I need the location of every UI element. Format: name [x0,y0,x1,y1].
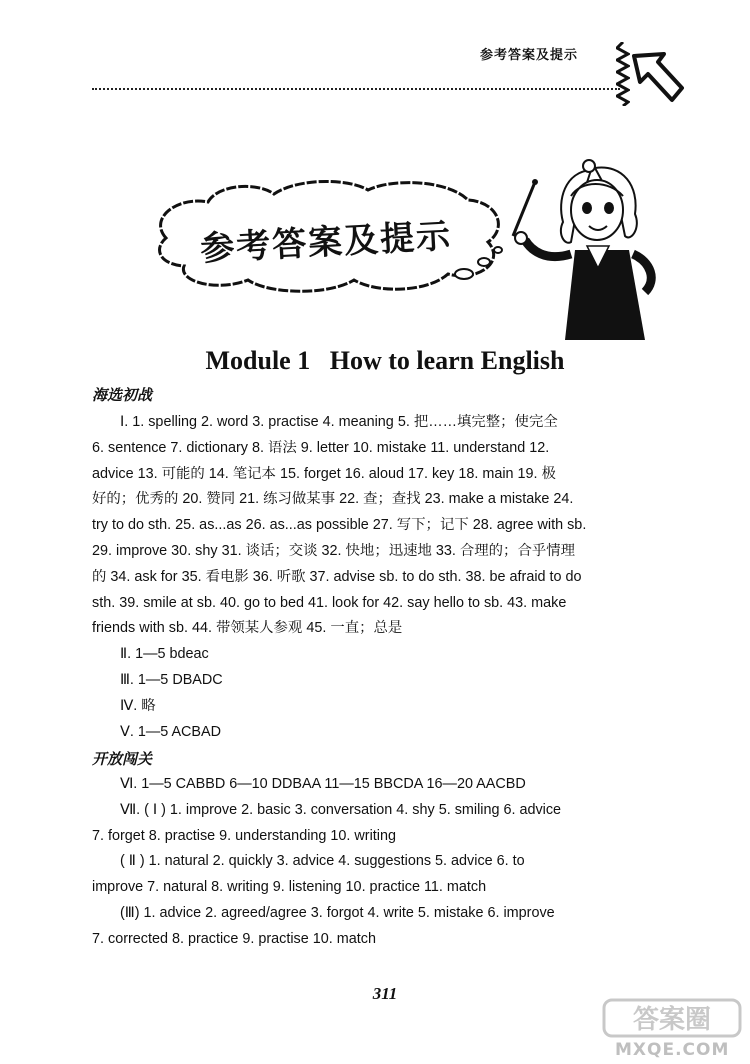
answer-line: Ⅶ. ( Ⅰ ) 1. improve 2. basic 3. conversation 4. shy 5. smiling 6. advice [120,801,562,818]
answer-line: sth. 39. smile at sb. 40. go to bed 41. look for 42. say hello to sb. 43. make [92,594,567,611]
answer-line: try to do sth. 25. as...as 26. as...as possible 27. 写下；记下 28. agree with sb. [92,517,587,534]
teacher-cartoon-icon [505,150,685,340]
page-number: 311 [372,984,398,1003]
answers-block-2 [92,772,684,953]
zigzag-decoration [616,42,630,106]
watermark-logo-text: 答案圈 [632,1005,712,1035]
answer-line: friends with sb. 44. 带领某人参观 45. 一直；总是 [92,620,403,637]
answer-line: 29. improve 30. shy 31. 谈话；交谈 32. 快地；迅速地 33. 合理的；合乎情理 [92,542,576,559]
module-title: Module 1 How to learn English [205,346,565,375]
dotted-divider [92,88,620,90]
answer-line: Ⅲ. 1—5 DBADC [120,671,223,688]
answer-line: (Ⅲ) 1. advice 2. agreed/agree 3. forgot 4. write 5. mistake 6. improve [120,904,555,921]
answer-line: 7. corrected 8. practice 9. practise 10. match [92,930,376,947]
banner-title: 参考答案及提示 [199,216,454,270]
answer-line: advice 13. 可能的 14. 笔记本 15. forget 16. aloud 17. key 18. main 19. 极 [92,465,556,482]
answer-line: 6. sentence 7. dictionary 8. 语法 9. letter 10. mistake 11. understand 12. [92,439,550,456]
answer-line: Ⅳ. 略 [120,697,156,714]
answer-line: Ⅱ. 1—5 bdeac [120,646,209,663]
section-label-kaifang: 开放闯关 [92,750,153,768]
answer-line: Ⅵ. 1—5 CABBD 6—10 DDBAA 11—15 BBCDA 16—20 AACBD [120,776,526,792]
answer-line: ( Ⅱ ) 1. natural 2. quickly 3. advice 4. suggestions 5. advice 6. to [120,853,525,870]
answer-line: improve 7. natural 8. writing 9. listening 10. practice 11. match [92,879,487,896]
answers-block-1 [92,410,684,745]
answer-line: 的 34. ask for 35. 看电影 36. 听歌 37. advise sb. to do sth. 38. be afraid to do [92,568,582,585]
watermark-url: MXQE.COM [615,1040,730,1060]
answer-line: Ⅰ. 1. spelling 2. word 3. practise 4. meaning 5. 把……填完整；使完全 [120,414,558,430]
header-title: 参考答案及提示 [480,48,579,63]
arrow-icon [630,50,686,106]
answer-line: 7. forget 8. practise 9. understanding 10. writing [92,827,396,844]
watermark-logo-icon [602,996,742,1040]
answer-line: 好的；优秀的 20. 赞同 21. 练习做某事 22. 查；查找 23. make a mistake 24. [92,491,574,508]
section-label-haixuan: 海选初战 [92,386,153,404]
answer-line: Ⅴ. 1—5 ACBAD [120,723,222,740]
